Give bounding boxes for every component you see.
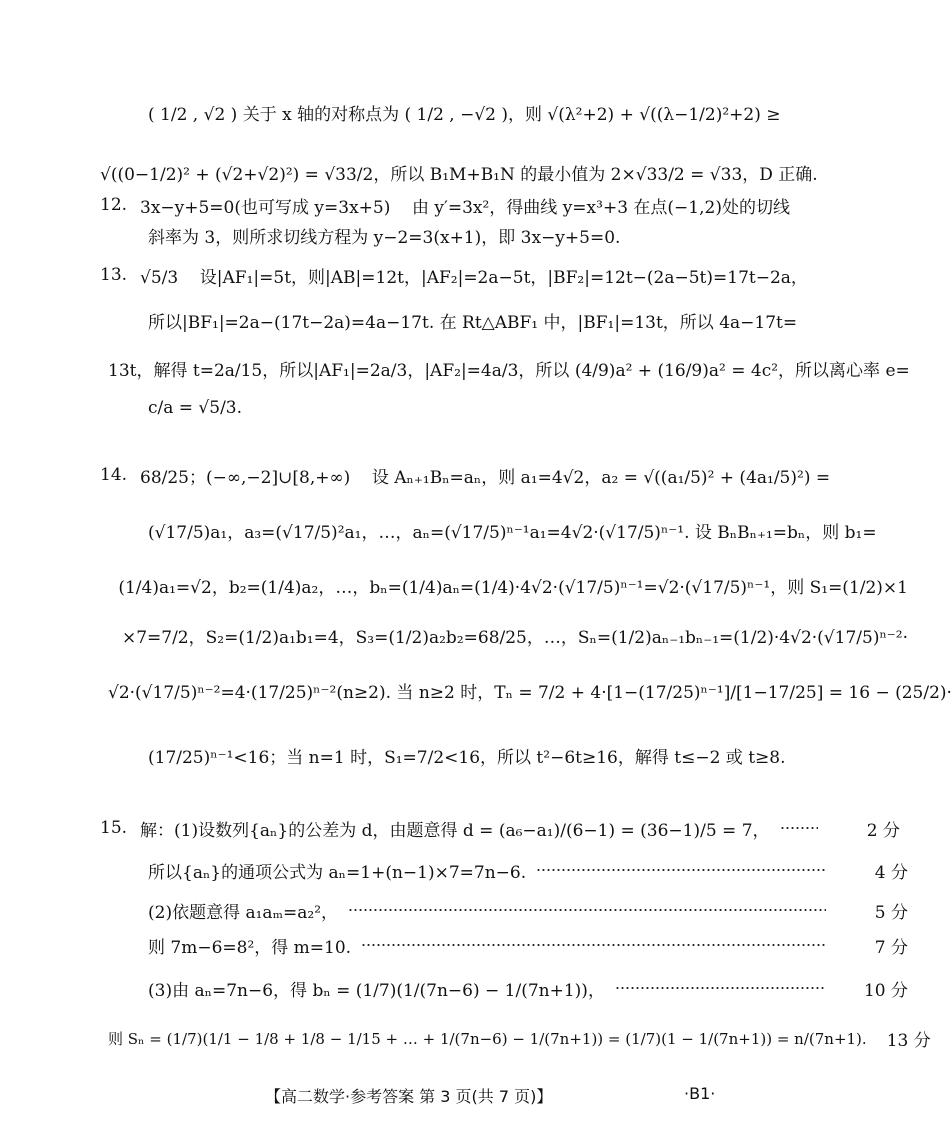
footer-page-info: 【高二数学·参考答案 第 3 页(共 7 页)】: [265, 1087, 553, 1106]
text-line: 13t，解得 t=2a/15，所以|AF₁|=2a/3，|AF₂|=4a/3，所以 (4/9)a² + (16/9)a² = 4c²，所以离心率 e=: [108, 360, 910, 381]
problem-13-line: 13. √5/3 设|AF₁|=5t，则|AB|=12t，|AF₂|=2a−5t，|BF₂|=12t−(2a−5t)=17t−2a，: [100, 265, 808, 288]
scored-line: 则 7m−6=8²，得 m=10. 7 分: [148, 937, 908, 958]
scored-line: 15. 解：(1)设数列{aₙ}的公差为 d，由题意得 d = (a₆−a₁)/(6−1) = (36−1)/5 = 7， 2 分: [100, 818, 900, 841]
text-line: ×7=7/2，S₂=(1/2)a₁b₁=4，S₃=(1/2)a₂b₂=68/25，…，Sₙ=(1/2)aₙ₋₁bₙ₋₁=(1/2)·4√2·(√17/5)ⁿ⁻²·: [121, 627, 908, 648]
problem-12-line: 12. 3x−y+5=0(也可写成 y=3x+5) 由 y′=3x²，得曲线 y=x³+3 在点(−1,2)处的切线: [100, 195, 790, 218]
text-line: √2·(√17/5)ⁿ⁻²=4·(17/25)ⁿ⁻²(n≥2). 当 n≥2 时，Tₙ = 7/2 + 4·[1−(17/25)ⁿ⁻¹]/[1−17/25] = 16 − (25/2)·: [108, 682, 952, 703]
scored-line: (2)依题意得 a₁aₘ=a₂²， 5 分: [148, 902, 908, 923]
text-line: ( 1/2 , √2 ) 关于 x 轴的对称点为 ( 1/2 , −√2 )，则 √(λ²+2) + √((λ−1/2)²+2) ≥: [148, 104, 781, 125]
scored-line: (3)由 aₙ=7n−6，得 bₙ = (1/7)(1/(7n−6) − 1/(7n+1))， 10 分: [148, 980, 908, 1001]
text-line: 斜率为 3，则所求切线方程为 y−2=3(x+1)，即 3x−y+5=0.: [148, 227, 621, 248]
leader-dots: [348, 909, 826, 911]
scored-line: 所以{aₙ}的通项公式为 aₙ=1+(n−1)×7=7n−6. 4 分: [148, 862, 908, 883]
page-footer: [0, 1080, 800, 1110]
text-line: (√17/5)a₁，a₃=(√17/5)²a₁，…，aₙ=(√17/5)ⁿ⁻¹a₁=4√2·(√17/5)ⁿ⁻¹. 设 BₙBₙ₊₁=bₙ，则 b₁=: [148, 522, 877, 543]
text-line: 所以|BF₁|=2a−(17t−2a)=4a−17t. 在 Rt△ABF₁ 中，|BF₁|=13t，所以 4a−17t=: [148, 312, 798, 333]
problem-14-line: 14. 68/25；(−∞,−2]∪[8,+∞) 设 Aₙ₊₁Bₙ=aₙ，则 a₁=4√2，a₂ = √((a₁/5)² + (4a₁/5)²) =: [100, 465, 831, 488]
footer-code: ·B1·: [684, 1084, 716, 1103]
leader-dots: [615, 987, 826, 989]
leader-dots: [536, 869, 826, 871]
leader-dots: [361, 944, 826, 946]
leader-dots: [780, 827, 818, 829]
text-line: √((0−1/2)² + (√2+√2)²) = √33/2，所以 B₁M+B₁N 的最小值为 2×√33/2 = √33，D 正确.: [100, 164, 818, 185]
text-line: (17/25)ⁿ⁻¹<16；当 n=1 时，S₁=7/2<16，所以 t²−6t≥16，解得 t≤−2 或 t≥8.: [148, 747, 786, 768]
scored-line: 则 Sₙ = (1/7)(1/1 − 1/8 + 1/8 − 1/15 + … + 1/(7n−6) − 1/(7n+1)) = (1/7)(1 − 1/(7n+1)) = n/(7n+1). 13 分: [108, 1029, 931, 1051]
text-line: c/a = √5/3.: [148, 398, 243, 418]
text-line: (1/4)a₁=√2，b₂=(1/4)a₂，…，bₙ=(1/4)aₙ=(1/4)·4√2·(√17/5)ⁿ⁻¹=√2·(√17/5)ⁿ⁻¹，则 S₁=(1/2)×1: [118, 577, 908, 598]
